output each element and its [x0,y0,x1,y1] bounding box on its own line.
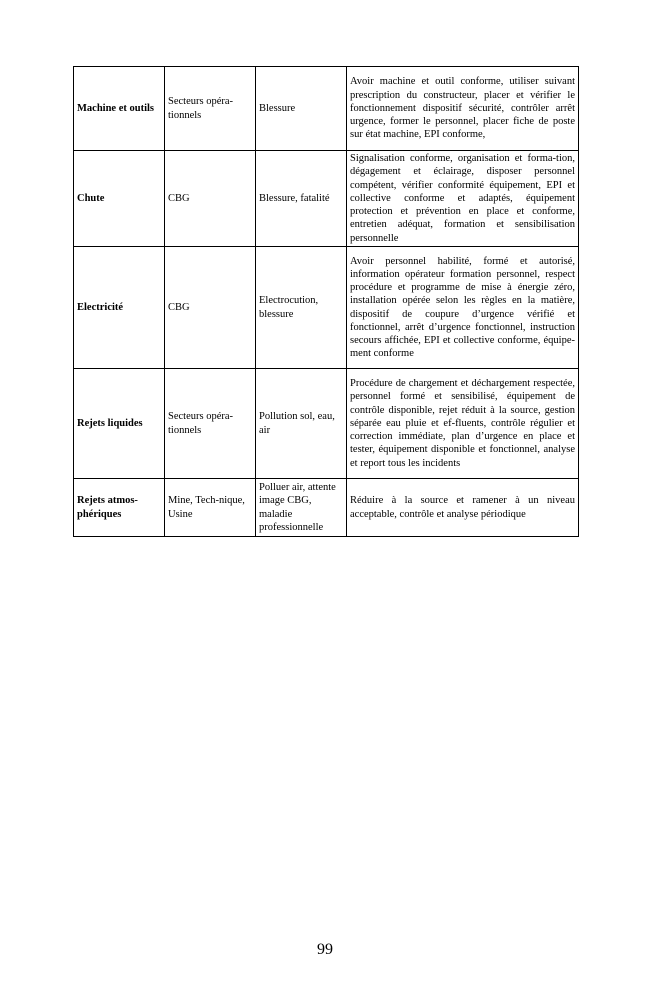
location-cell: CBG [165,247,256,369]
hazard-cell: Electricité [74,247,165,369]
measures-cell: Réduire à la source et ramener à un niveau acceptable, contrôle et analyse périodique [347,479,579,537]
risk-cell: Blessure [256,67,347,151]
measures-cell: Avoir machine et outil conforme, utiliser suivant prescription du constructeur, placer et vérifier le fonctionnement dispositif sécurité, contrôler arrêt urgence, former le personnel, placer fiche de poste sur état machine, EPI conforme, [347,67,579,151]
hazard-cell: Rejets atmos-phériques [74,479,165,537]
hazard-cell: Machine et outils [74,67,165,151]
risk-cell: Blessure, fatalité [256,151,347,247]
hazard-cell: Chute [74,151,165,247]
location-cell: Mine, Tech-nique, Usine [165,479,256,537]
risk-measures-table [73,66,579,537]
page-number: 99 [317,941,333,958]
measures-cell: Signalisation conforme, organisation et forma-tion, dégagement et éclairage, disposer personnel compétent, vérifier conformité équipement, EPI et collective conforme et adaptés, équipement protection et prévention en place et conforme, entretien adéquat, formation et sensibilisation personnelle [347,151,579,247]
table-row [74,151,579,247]
table-row [74,67,579,151]
table-row [74,369,579,479]
measures-cell: Procédure de chargement et déchargement respectée, personnel formé et sensibilisé, équipement de contrôle disponible, rejet réduit à la source, gestion séparée eau pluie et ef-fluents, contrôle régulier et correction immédiate, plan d’urgence en place et tester, équipement disponible et fonctionnel, analyse et report tous les incidents [347,369,579,479]
location-cell: CBG [165,151,256,247]
table-row [74,247,579,369]
risk-cell: Pollution sol, eau, air [256,369,347,479]
table-row [74,479,579,537]
hazard-cell: Rejets liquides [74,369,165,479]
measures-cell: Avoir personnel habilité, formé et autorisé, information opérateur formation personnel, respect procédure et programme de mise à énergie zéro, installation opérée selon les règles en la matière, dispositif de coupure d’urgence vérifié et fonctionnel, arrêt d’urgence fonctionnel, instruction secours affichée, EPI et collective conforme, équipe-ment conforme [347,247,579,369]
location-cell: Secteurs opéra-tionnels [165,369,256,479]
risk-cell: Electrocution, blessure [256,247,347,369]
risk-cell: Polluer air, attente image CBG, maladie professionnelle [256,479,347,537]
location-cell: Secteurs opéra-tionnels [165,67,256,151]
